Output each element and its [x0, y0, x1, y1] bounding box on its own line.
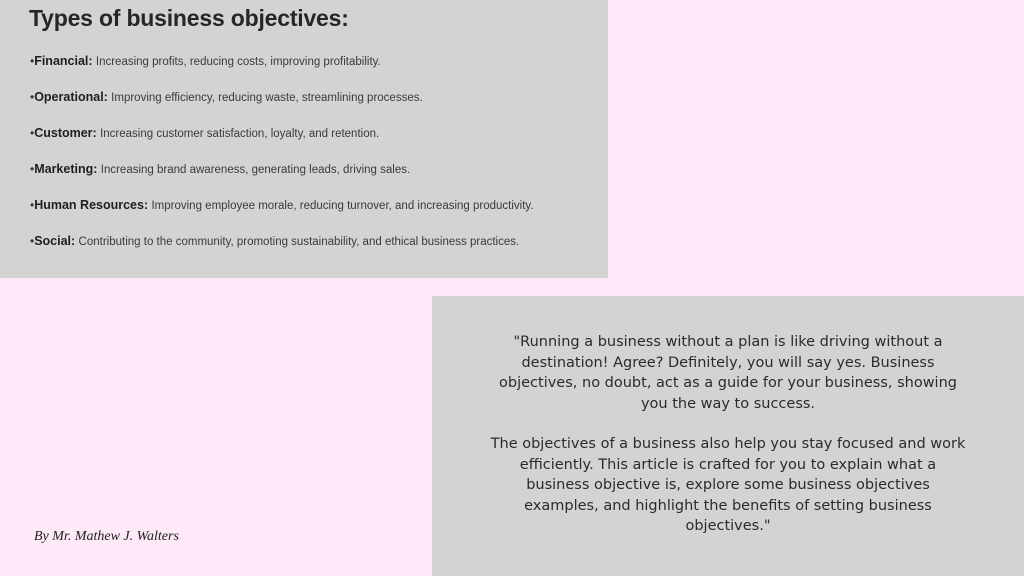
- quote-paragraph: The objectives of a business also help you stay focused and work efficiently. This article is crafted for you to explain what a business objective is, explore some business objectives examples, and highlight the benefits of setting business objectives.": [490, 436, 966, 534]
- objective-item-customer: [30, 124, 534, 160]
- author-signature: By Mr. Mathew J. Walters: [34, 529, 179, 544]
- objective-item-human-resources: [30, 196, 534, 232]
- bullet: •: [30, 162, 35, 176]
- bullet: •: [30, 90, 35, 104]
- objective-label: Human Resources:: [34, 198, 149, 212]
- objective-description: Increasing brand awareness, generating leads, driving sales.: [100, 164, 411, 176]
- page-title: Types of business objectives:: [29, 5, 349, 31]
- objective-item-operational: [30, 88, 534, 124]
- quote-text: [490, 332, 966, 557]
- objective-label: Marketing:: [34, 162, 98, 176]
- objective-description: Contributing to the community, promoting sustainability, and ethical business practices.: [78, 236, 520, 248]
- bullet: •: [30, 54, 35, 68]
- objective-label: Operational:: [34, 90, 108, 104]
- bullet: •: [30, 198, 35, 212]
- bullet: •: [30, 234, 35, 248]
- objectives-list: [30, 52, 534, 268]
- objective-label: Customer:: [34, 126, 97, 140]
- objective-description: Increasing profits, reducing costs, improving profitability.: [95, 56, 381, 68]
- objective-item-marketing: [30, 160, 534, 196]
- objective-description: Increasing customer satisfaction, loyalty, and retention.: [100, 128, 380, 140]
- objectives-panel: [0, 0, 608, 278]
- objective-label: Social:: [34, 234, 76, 248]
- quote-paragraph: "Running a business without a plan is like driving without a destination! Agree? Definitely, you will say yes. Business objectives, no doubt, act as a guide for your business, showing you the way to success.: [499, 334, 957, 412]
- bullet: •: [30, 126, 35, 140]
- objective-item-social: [30, 232, 534, 268]
- quote-panel: [432, 296, 1024, 576]
- objective-description: Improving efficiency, reducing waste, streamlining processes.: [111, 92, 423, 104]
- objective-label: Financial:: [34, 54, 93, 68]
- objective-item-financial: [30, 52, 534, 88]
- objective-description: Improving employee morale, reducing turnover, and increasing productivity.: [151, 200, 534, 212]
